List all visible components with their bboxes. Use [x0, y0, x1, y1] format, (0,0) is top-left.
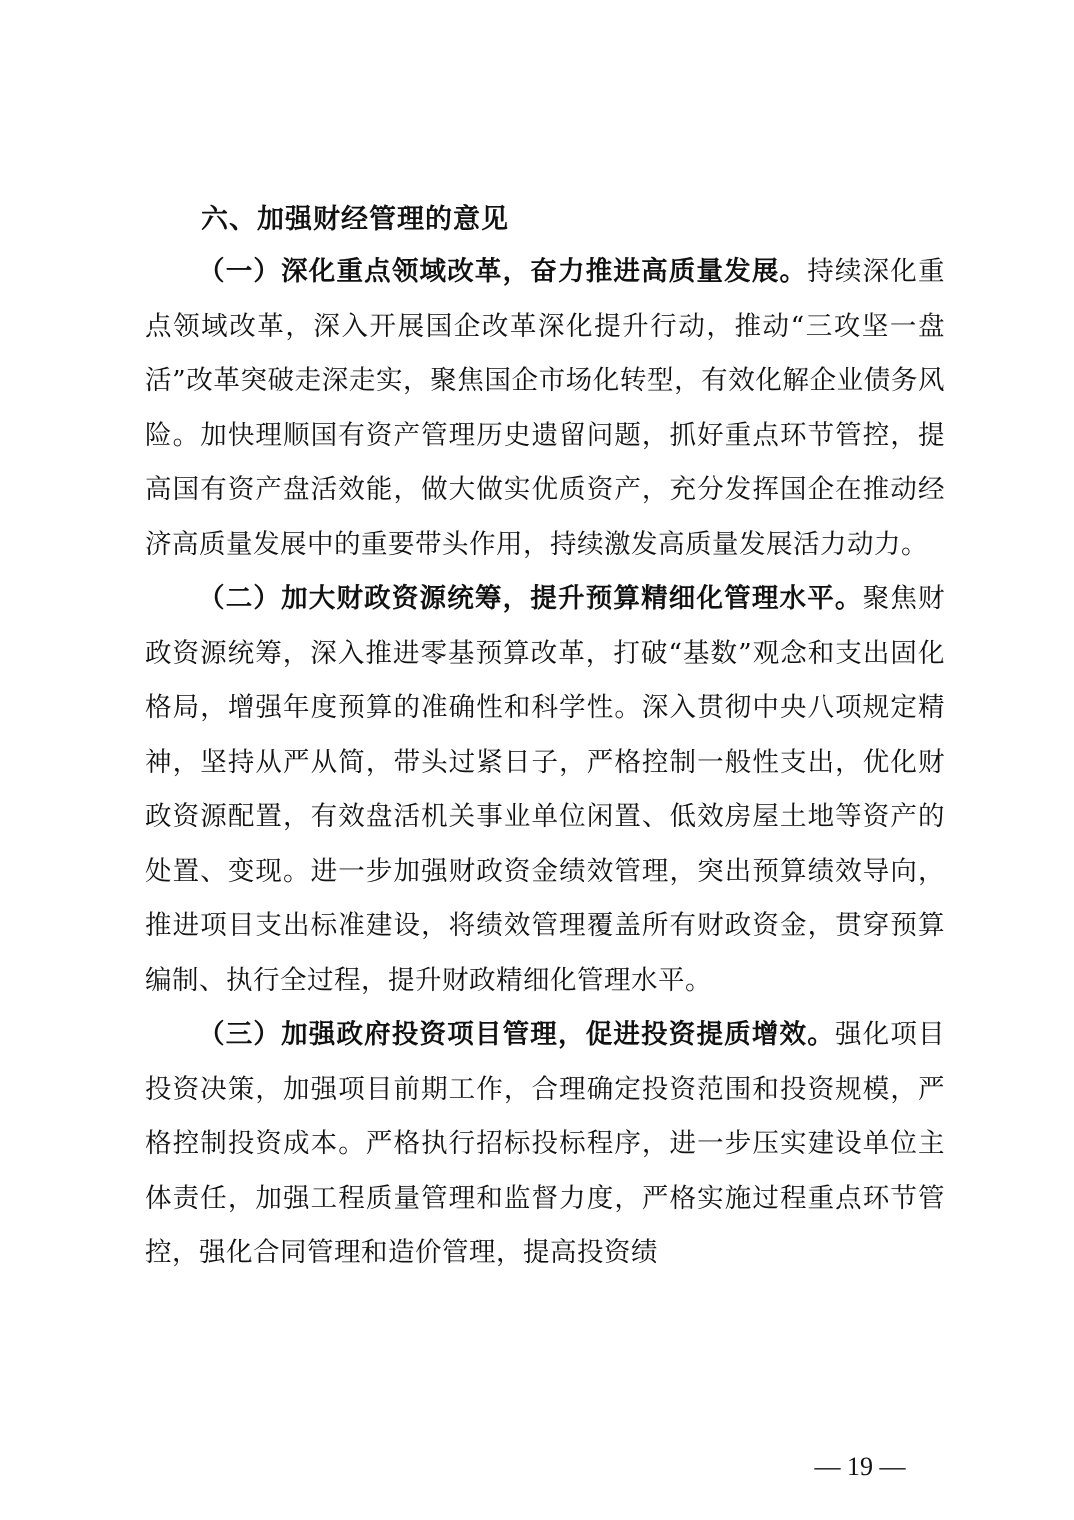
section-heading: 六、加强财经管理的意见 [201, 204, 509, 235]
paragraph-1-body: 持续深化重点领域改革，深入开展国企改革深化提升行动，推动“三攻坚一盘活”改革突破走深走实，聚焦国企市场化转型，有效化解企业债务风险。加快理顺国有资产管理历史遗留问题，抓好重点环节管控，提高国有资产盘活效能，做大做实优质资产，充分发挥国企在推动经济高质量发展中的重要带头作用，持续激发高质量发展活力动力。 [145, 256, 946, 560]
paragraph-3 [145, 1008, 945, 1281]
paragraph-2-lead: （二）加大财政资源统筹，提升预算精细化管理水平。 [198, 583, 863, 614]
paragraph-1-lead: （一）深化重点领域改革，奋力推进高质量发展。 [198, 256, 808, 287]
paragraph-1 [145, 245, 945, 572]
paragraph-3-body: 强化项目投资决策，加强项目前期工作，合理确定投资范围和投资规模，严格控制投资成本。严格执行招标投标程序，进一步压实建设单位主体责任，加强工程质量管理和监督力度，严格实施过程重点环节管控，强化合同管理和造价管理，提高投资绩 [145, 1019, 946, 1268]
paragraph-2-body: 聚焦财政资源统筹，深入推进零基预算改革，打破“基数”观念和支出固化格局，增强年度预算的准确性和科学性。深入贯彻中央八项规定精神，坚持从严从简，带头过紧日子，严格控制一般性支出，优化财政资源配置，有效盘活机关事业单位闲置、低效房屋土地等资产的处置、变现。进一步加强财政资金绩效管理，突出预算绩效导向，推进项目支出标准建设，将绩效管理覆盖所有财政资金，贯穿预算编制、执行全过程，提升财政精细化管理水平。 [145, 583, 946, 996]
paragraph-2 [145, 572, 945, 1008]
document-body [145, 195, 945, 1281]
page-number: — 19 — [814, 1452, 906, 1481]
paragraph-3-lead: （三）加强政府投资项目管理，促进投资提质增效。 [198, 1019, 835, 1050]
